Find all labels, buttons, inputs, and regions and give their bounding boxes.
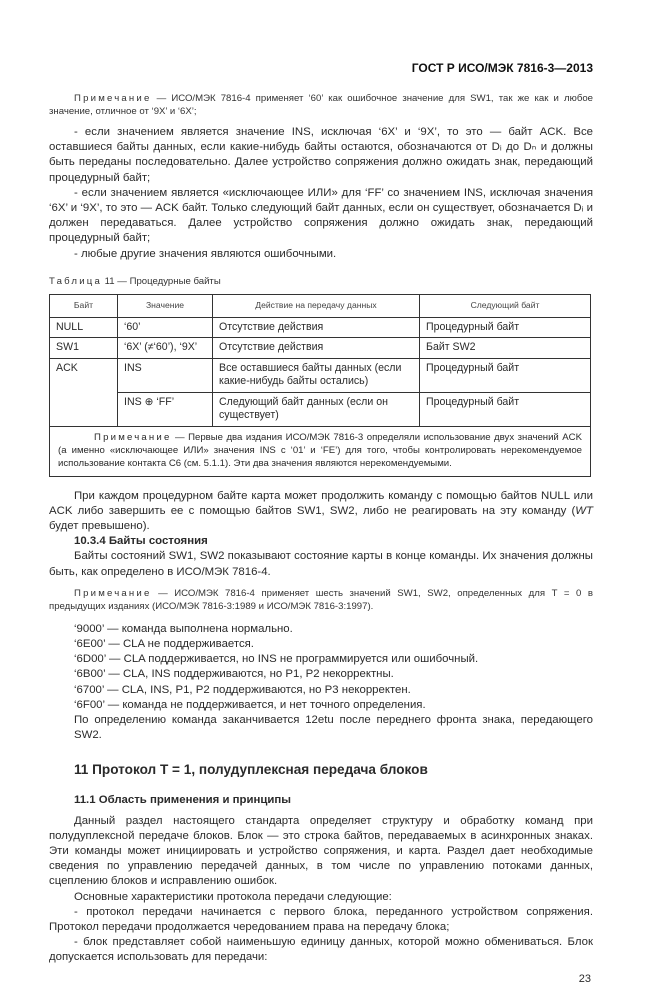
column-header: Действие на передачу данных: [213, 295, 420, 318]
paragraph: - протокол передачи начинается с первого блока, переданного устройством сопряжения. Протокол передачи продолжается чередованием права на передачу блока;: [49, 905, 593, 933]
table-cell: Байт SW2: [420, 338, 591, 359]
document-header: ГОСТ Р ИСО/МЭК 7816-3—2013: [411, 61, 593, 75]
table-row: [50, 392, 591, 426]
caption-text: 11 — Процедурные байты: [102, 275, 221, 287]
list-item: ‘6B00’ — CLA, INS поддерживаются, но P1, P2 некорректны.: [74, 668, 394, 681]
text: будет превышено).: [49, 519, 150, 532]
status-list: [49, 622, 593, 744]
table-cell: INS ⊕ ‘FF’: [118, 392, 213, 426]
note-label: Примечание: [74, 587, 152, 599]
table-cell: ‘60’: [118, 317, 213, 338]
bullet-item: - если значением является значение INS, исключая ‘6X’ и ‘9X’, то это — байт ACK. Все оставшиеся байты данных, если какие-нибудь байты остаются, обозначаются от Dᵢ до Dₙ и должны быть переданы последовательно. Далее устройство сопряжения должно ожидать знак, передающий процедурный байт;: [49, 126, 593, 184]
table-caption: [49, 274, 593, 289]
table-cell: Все оставшиеся байты данных (если какие-нибудь байты остались): [213, 358, 420, 392]
table-cell: SW1: [50, 338, 118, 359]
column-header: Байт: [50, 295, 118, 318]
bullet-item: - любые другие значения являются ошибочными.: [74, 247, 337, 260]
list-item: ‘6D00’ — CLA поддерживается, но INS не программируется или ошибочный.: [74, 653, 479, 666]
table-cell: Процедурный байт: [420, 392, 591, 426]
paragraph: [49, 489, 593, 535]
document-page: [49, 0, 593, 986]
note-text: — ИСО/МЭК 7816-4 применяет ‘60’ как ошибочное значение для SW1, так же как и любое значение, отличное от ‘9X’ и ‘6X’;: [49, 93, 593, 117]
bullet-list: [49, 125, 593, 262]
table-cell: NULL: [50, 317, 118, 338]
table-cell: ‘6X’ (≠‘60’), ‘9X’: [118, 338, 213, 359]
paragraph: Байты состояний SW1, SW2 показывают состояние карты в конце команды. Их значения должны быть, как определено в ИСО/МЭК 7816-4.: [49, 550, 593, 578]
list-item: ‘6E00’ — CLA не поддерживается.: [74, 637, 254, 650]
section-heading: 11 Протокол T = 1, полудуплексная передача блоков: [74, 762, 428, 778]
list-item: ‘6F00’ — команда не поддерживается, и нет точного определения.: [74, 698, 426, 711]
table-row: [50, 358, 591, 392]
table-cell: ACK: [50, 358, 118, 426]
paragraph: Основные характеристики протокола передачи следующие:: [74, 890, 392, 903]
note-label: Примечание: [94, 431, 172, 443]
list-item: По определению команда заканчивается 12etu после переднего фронта знака, передающего SW2.: [74, 713, 593, 742]
table-cell: Процедурный байт: [420, 358, 591, 392]
section-heading: 10.3.4 Байты состояния: [74, 535, 208, 548]
note-status: [49, 587, 593, 613]
note-sw1: [49, 92, 593, 118]
column-header: Значение: [118, 295, 213, 318]
table-cell: INS: [118, 358, 213, 392]
paragraph: - блок представляет собой наименьшую единицу данных, которой можно обмениваться. Блок допускается использовать для передачи:: [49, 936, 593, 964]
page-body: [49, 92, 593, 986]
table-header-row: [50, 295, 591, 318]
table-row: [50, 317, 591, 338]
bullet-item: - если значением является «исключающее ИЛИ» для ‘FF’ со значением INS, исключая значения ‘6X’ и ‘9X’, то это — ACK байт. Только следующий байт данных, если он существует, обозначается Dᵢ и должен передаваться. Далее устройство сопряжения должно ожидать знак, передающий процедурный байт;: [49, 186, 593, 245]
list-item: ‘9000’ — команда выполнена нормально.: [74, 622, 293, 635]
table-cell: Следующий байт данных (если он существует): [213, 392, 420, 426]
table-cell: Отсутствие действия: [213, 338, 420, 359]
table-cell: Процедурный байт: [420, 317, 591, 338]
subsection-heading: 11.1 Область применения и принципы: [74, 794, 291, 807]
column-header: Следующий байт: [420, 295, 591, 318]
text: При каждом процедурном байте карта может продолжить команду с помощью байтов NULL или ACK либо завершить ее с помощью байтов SW1, SW2, либо не реагировать на эту команду (: [49, 489, 593, 517]
paragraph: Данный раздел настоящего стандарта определяет структуру и обработку команд при полудуплексной передаче блоков. Блок — это строка байтов, передаваемых в асинхронных знаках. Эти команды может инициировать и устройство сопряжения, и карта. Раздел дает необходимые сведения по управлению передачей данных, в том числе по управлению потоками данных, сцеплению блоков и исправлению ошибок.: [49, 814, 593, 888]
note-text: — ИСО/МЭК 7816-4 применяет шесть значений SW1, SW2, определенных для T = 0 в предыдущих изданиях (ИСО/МЭК 7816-3:1989 и ИСО/МЭК 7816-3:1997).: [49, 587, 593, 612]
note-text: — Первые два издания ИСО/МЭК 7816-3 определяли использование двух значений ACK (а именно «исключающее ИЛИ» значения INS с ‘01’ и ‘FE’) для того, чтобы контролировать нерекомендуемое использование контакта C6 (см. 5.1.1). Эти два значения являются нерекомендуемыми.: [58, 431, 582, 469]
page-number: 23: [578, 972, 591, 985]
table-cell: Отсутствие действия: [213, 317, 420, 338]
caption-label: Таблица: [49, 275, 103, 287]
table-note-row: [50, 426, 591, 476]
italic-text: WT: [575, 504, 593, 517]
table-row: [50, 338, 591, 359]
note-label: Примечание: [74, 93, 152, 104]
procedure-bytes-table: [49, 294, 591, 477]
table-note: [50, 426, 591, 476]
list-item: ‘6700’ — CLA, INS, P1, P2 поддерживаются, но P3 некорректен.: [74, 683, 411, 696]
